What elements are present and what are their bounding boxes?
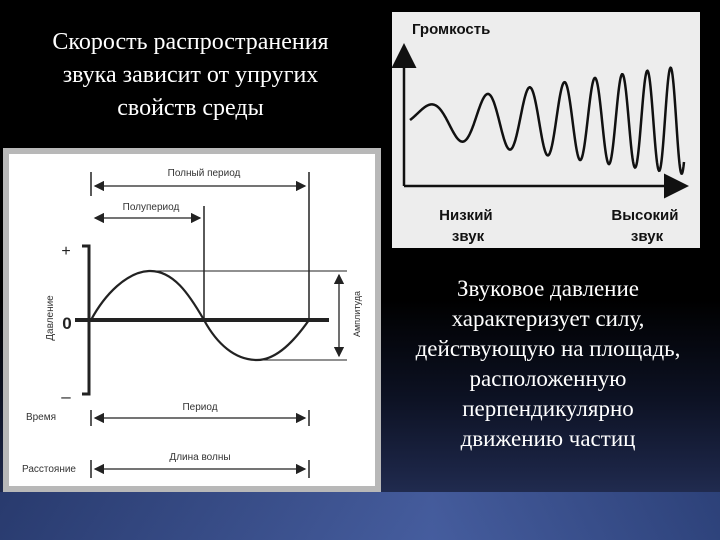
- low-sound-line: звук: [451, 228, 485, 245]
- period-label: Период: [182, 402, 218, 413]
- title-line: Скорость распространения: [52, 29, 329, 55]
- plus-sign: +: [61, 243, 71, 260]
- body-line: характеризует силу,: [451, 306, 645, 331]
- time-label: Время: [25, 412, 57, 423]
- body-line: действующую на площадь,: [415, 336, 681, 361]
- volume-wave: [410, 68, 684, 174]
- low-sound-line: Низкий: [439, 207, 493, 224]
- full-period-label: Полный период: [167, 168, 241, 179]
- volume-diagram-panel: [392, 12, 700, 248]
- title-line: свойств среды: [117, 95, 264, 121]
- high-sound-label: [611, 207, 682, 245]
- amplitude-label: Амплитуда: [352, 290, 362, 338]
- wave-diagram-svg: [9, 154, 375, 486]
- body-line: перпендикулярно: [462, 396, 634, 421]
- high-sound-line: Высокий: [611, 207, 679, 224]
- low-sound-label: [439, 207, 497, 245]
- half-period-label: Полупериод: [122, 202, 180, 213]
- body-line: движению частиц: [460, 426, 636, 451]
- wavelength-label: Длина волны: [169, 452, 231, 463]
- slide-title: [18, 26, 363, 125]
- high-sound-line: звук: [630, 228, 664, 245]
- volume-diagram-svg: [392, 12, 700, 248]
- title-line: звука зависит от упругих: [62, 62, 319, 88]
- body-line: расположенную: [469, 366, 627, 391]
- bottom-decor-band: [0, 492, 720, 540]
- minus-sign: –: [61, 387, 71, 406]
- wave-diagram-panel: [3, 148, 381, 492]
- pressure-axis-label: Давление: [45, 295, 56, 341]
- slide-body-text: [378, 274, 718, 454]
- body-line: Звуковое давление: [456, 276, 640, 301]
- sine-wave: [91, 271, 309, 360]
- zero-label: 0: [62, 314, 72, 333]
- wave-diagram: [9, 154, 375, 486]
- distance-label: Расстояние: [21, 464, 77, 475]
- volume-title: Громкость: [412, 21, 491, 38]
